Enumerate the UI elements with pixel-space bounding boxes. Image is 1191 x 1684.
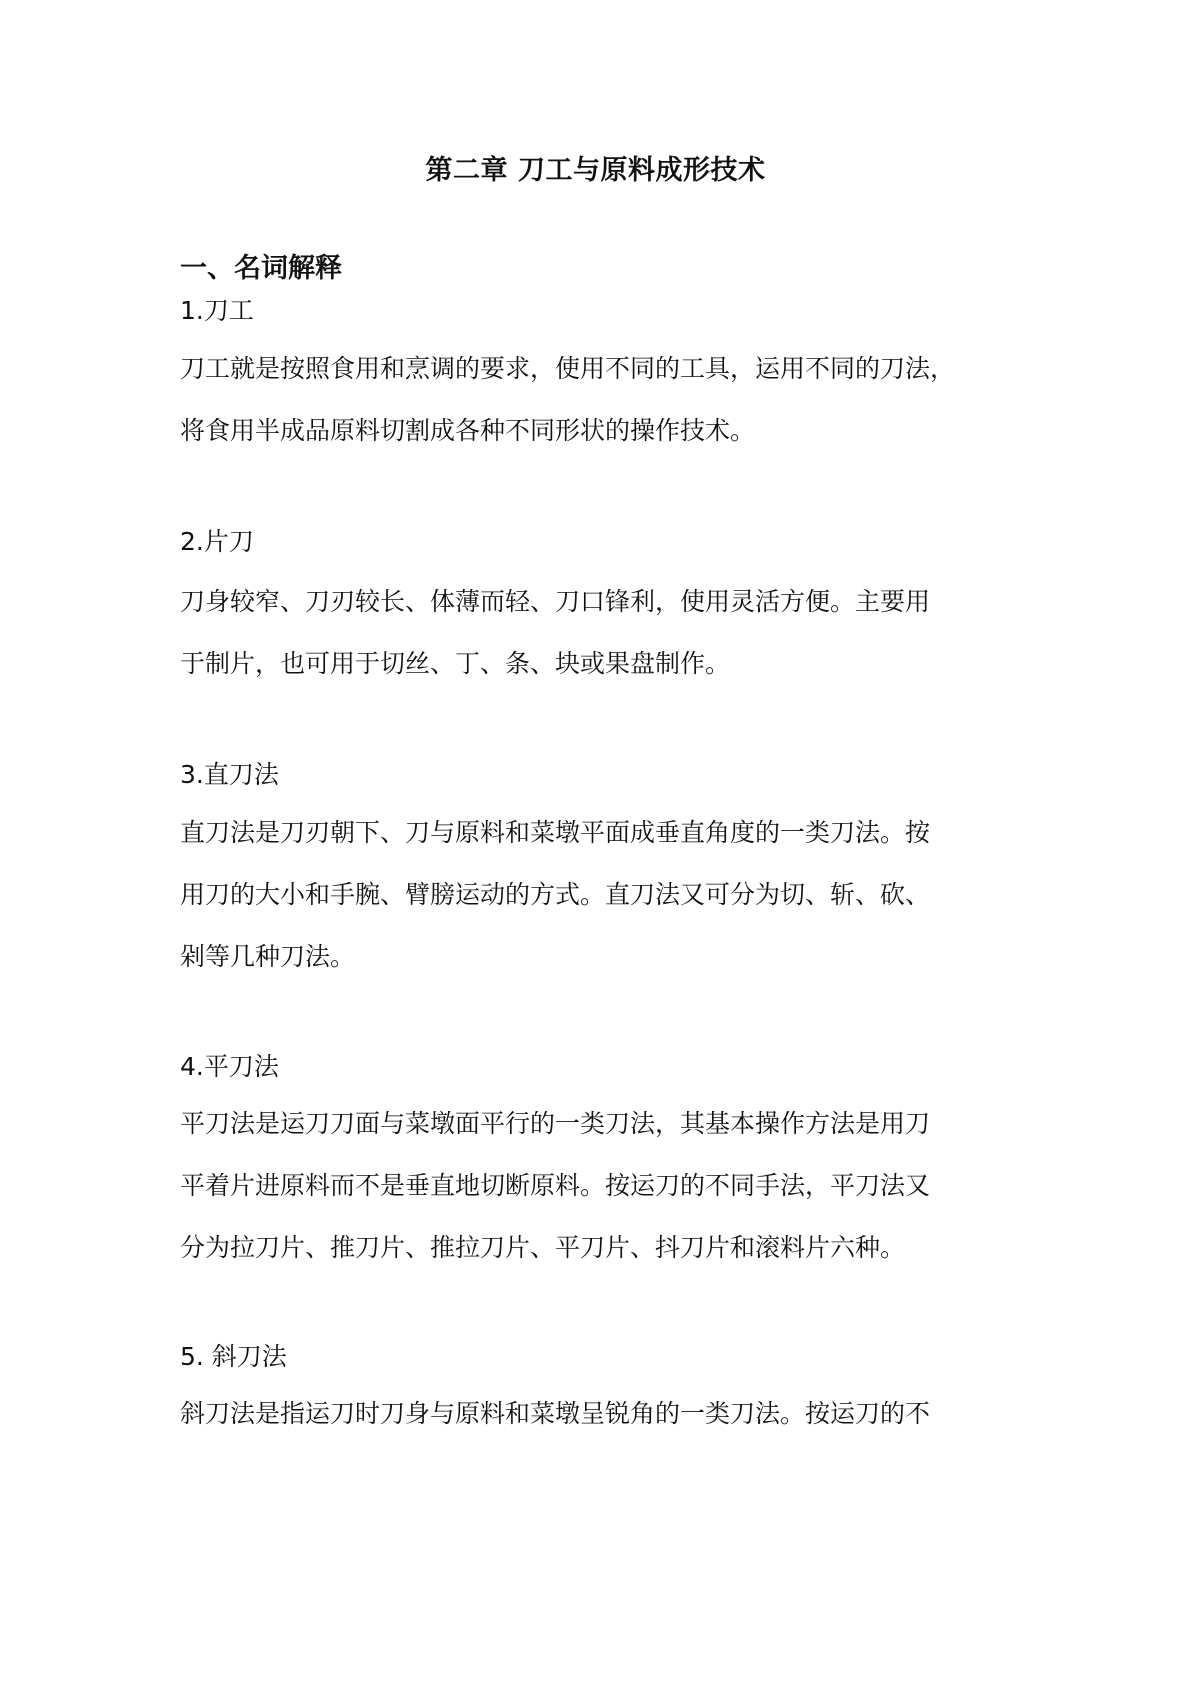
term-definition	[180, 1093, 1010, 1279]
definition-line: 斜刀法是指运刀时刀身与原料和菜墩呈锐角的一类刀法。按运刀的不	[180, 1399, 931, 1428]
definition-line: 将食用半成品原料切割成各种不同形状的操作技术。	[180, 416, 756, 445]
section-heading: 一、名词解释	[180, 253, 342, 284]
definition-line: 直刀法是刀刃朝下、刀与原料和菜墩平面成垂直角度的一类刀法。按	[180, 818, 931, 847]
term-definition	[180, 1383, 1010, 1445]
term-title: 1.刀工	[180, 296, 254, 325]
definition-line: 用刀的大小和手腕、臂膀运动的方式。直刀法又可分为切、斩、砍、	[180, 880, 931, 909]
term-title: 5. 斜刀法	[180, 1342, 287, 1371]
term-title: 3.直刀法	[180, 760, 279, 789]
term-definition	[180, 338, 1010, 462]
definition-line: 平着片进原料而不是垂直地切断原料。按运刀的不同手法，平刀法又	[180, 1171, 931, 1200]
definition-line: 平刀法是运刀刀面与菜墩面平行的一类刀法，其基本操作方法是用刀	[180, 1109, 931, 1138]
definition-line: 刀身较窄、刀刃较长、体薄而轻、刀口锋利，使用灵活方便。主要用	[180, 587, 931, 616]
definition-line: 刀工就是按照食用和烹调的要求，使用不同的工具，运用不同的刀法，	[180, 354, 956, 383]
term-title: 2.片刀	[180, 527, 254, 556]
chapter-title: 第二章 刀工与原料成形技术	[425, 155, 766, 186]
definition-line: 于制片，也可用于切丝、丁、条、块或果盘制作。	[180, 649, 731, 678]
term-definition	[180, 571, 1010, 695]
term-definition	[180, 802, 1010, 988]
definition-line: 剁等几种刀法。	[180, 942, 356, 971]
term-title: 4.平刀法	[180, 1052, 279, 1081]
definition-line: 分为拉刀片、推刀片、推拉刀片、平刀片、抖刀片和滚料片六种。	[180, 1233, 906, 1262]
